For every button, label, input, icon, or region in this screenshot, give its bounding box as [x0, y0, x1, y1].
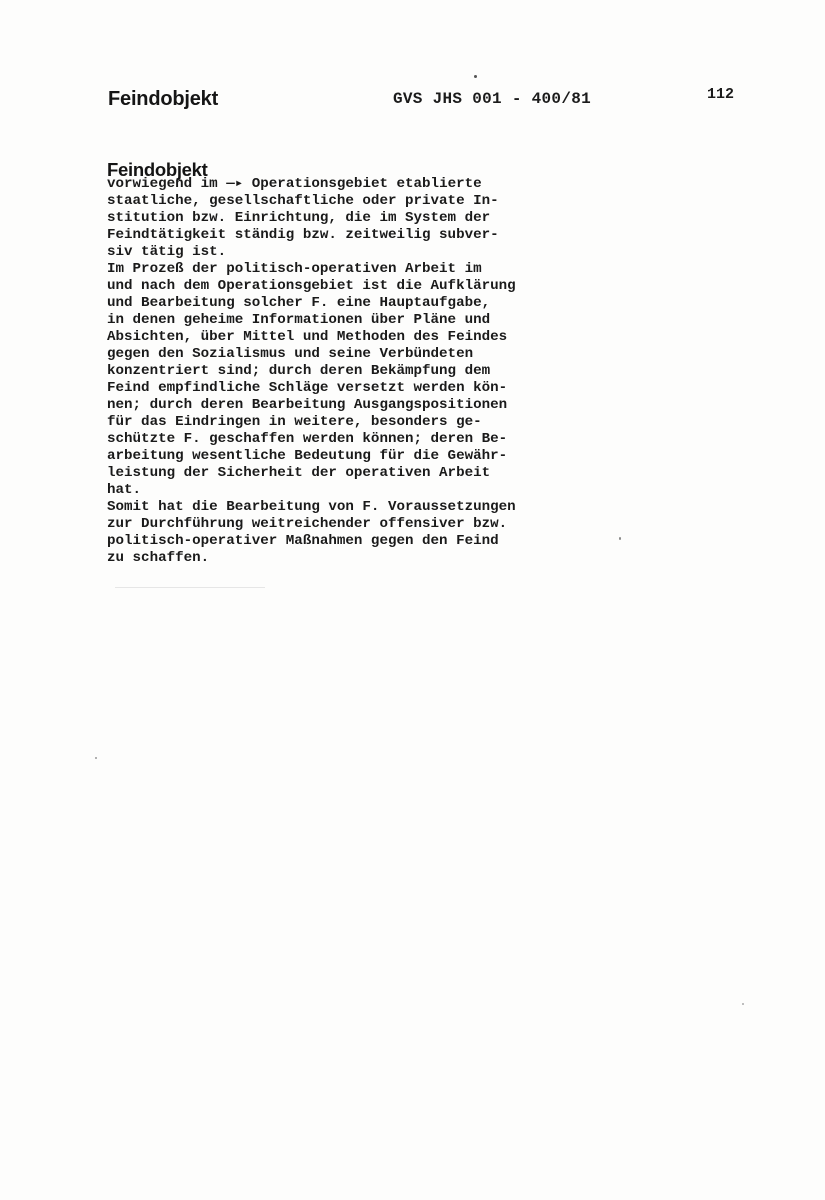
- entry-line: schützte F. geschaffen werden können; deren Be-: [107, 431, 508, 447]
- entry-line: und nach dem Operationsgebiet ist die Aufklärung: [107, 278, 516, 294]
- entry-line: zur Durchführung weitreichender offensiver bzw.: [107, 516, 508, 532]
- entry-line: für das Eindringen in weitere, besonders ge-: [107, 414, 482, 430]
- entry-line: und Bearbeitung solcher F. eine Hauptaufgabe,: [107, 295, 491, 311]
- entry-line: zu schaffen.: [107, 550, 210, 566]
- scan-speck: [474, 75, 477, 78]
- document-code: GVS JHS 001 - 400/81: [393, 90, 592, 108]
- entry-body: [107, 176, 597, 567]
- scan-line: [115, 587, 265, 588]
- entry-line: arbeitung wesentliche Bedeutung für die Gewähr-: [107, 448, 508, 464]
- running-head: Feindobjekt: [108, 88, 219, 110]
- entry-line: nen; durch deren Bearbeitung Ausgangspositionen: [107, 397, 508, 413]
- entry-line: leistung der Sicherheit der operativen Arbeit: [107, 465, 491, 481]
- entry-line: gegen den Sozialismus und seine Verbündeten: [107, 346, 474, 362]
- entry-line: Feind empfindliche Schläge versetzt werden kön-: [107, 380, 508, 396]
- scan-speck: [742, 1003, 744, 1005]
- entry-line: Feindtätigkeit ständig bzw. zeitweilig subver-: [107, 227, 499, 243]
- scan-speck: [95, 757, 97, 759]
- scan-speck: [619, 537, 621, 540]
- entry-line: Absichten, über Mittel und Methoden des Feindes: [107, 329, 508, 345]
- entry-line: hat.: [107, 482, 142, 498]
- page-number: 112: [707, 86, 735, 103]
- entry-line: Somit hat die Bearbeitung von F. Voraussetzungen: [107, 499, 516, 515]
- entry-line: staatliche, gesellschaftliche oder private In-: [107, 193, 499, 209]
- entry-line: Im Prozeß der politisch-operativen Arbeit im: [107, 261, 482, 277]
- entry-line: politisch-operativer Maßnahmen gegen den Feind: [107, 533, 499, 549]
- entry-title: Feindobjekt: [107, 159, 208, 180]
- entry-line: in denen geheime Informationen über Pläne und: [107, 312, 491, 328]
- entry-line: stitution bzw. Einrichtung, die im System der: [107, 210, 491, 226]
- entry-line: siv tätig ist.: [107, 244, 227, 260]
- entry-line: konzentriert sind; durch deren Bekämpfung dem: [107, 363, 491, 379]
- entry-line: vorwiegend im —▸ Operationsgebiet etablierte: [107, 176, 482, 192]
